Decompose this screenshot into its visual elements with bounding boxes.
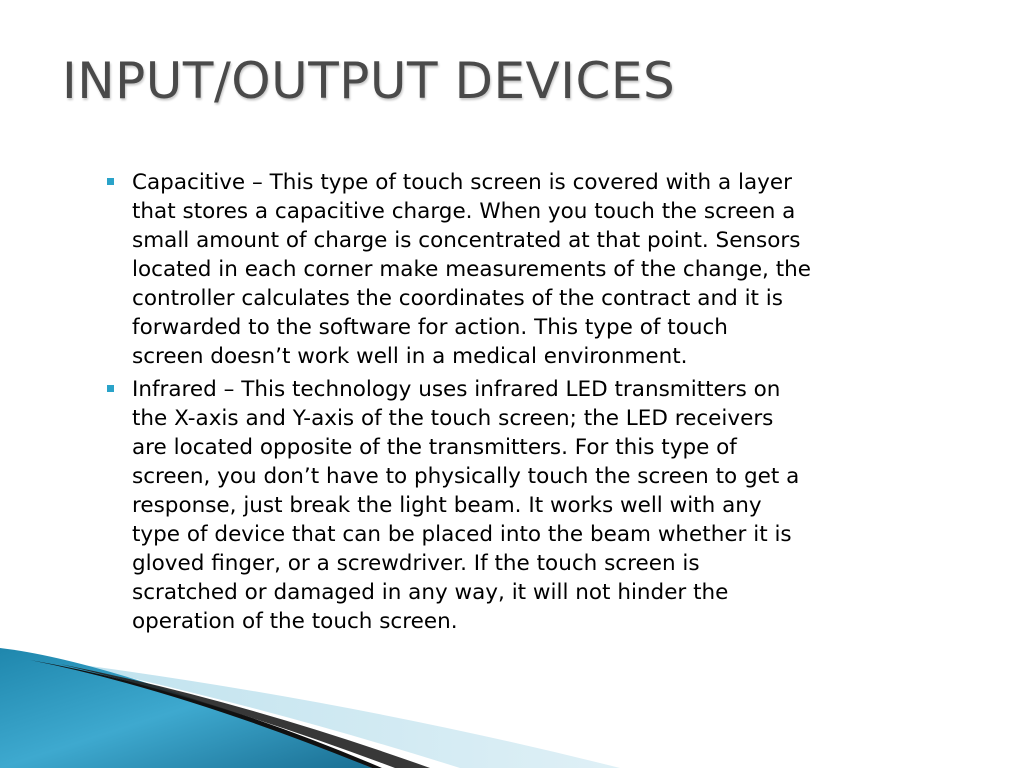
slide-title: INPUT/OUTPUT DEVICES (62, 52, 676, 110)
bullet-text: Capacitive – This type of touch screen is covered with a layer that stores a capacitive charge. When you touch the screen a small amount of charge is concentrated at that point. Sensors located in each corner make measurements of the change, the controller calculates the coordinates of the contract and it is forwarded to the software for action. This type of touch screen doesn’t work well in a medical environment. (132, 170, 811, 369)
bullet-text: Infrared – This technology uses infrared LED transmitters on the X-axis and Y-axis of the touch screen; the LED receivers are located opposite of the transmitters. For this type of screen, you don’t have to physically touch the screen to get a response, just break the light beam. It works well with any type of device that can be placed into the beam whether it is gloved finger, or a screwdriver. If the touch screen is scratched or damaged in any way, it will not hinder the operation of the touch screen. (132, 377, 800, 634)
